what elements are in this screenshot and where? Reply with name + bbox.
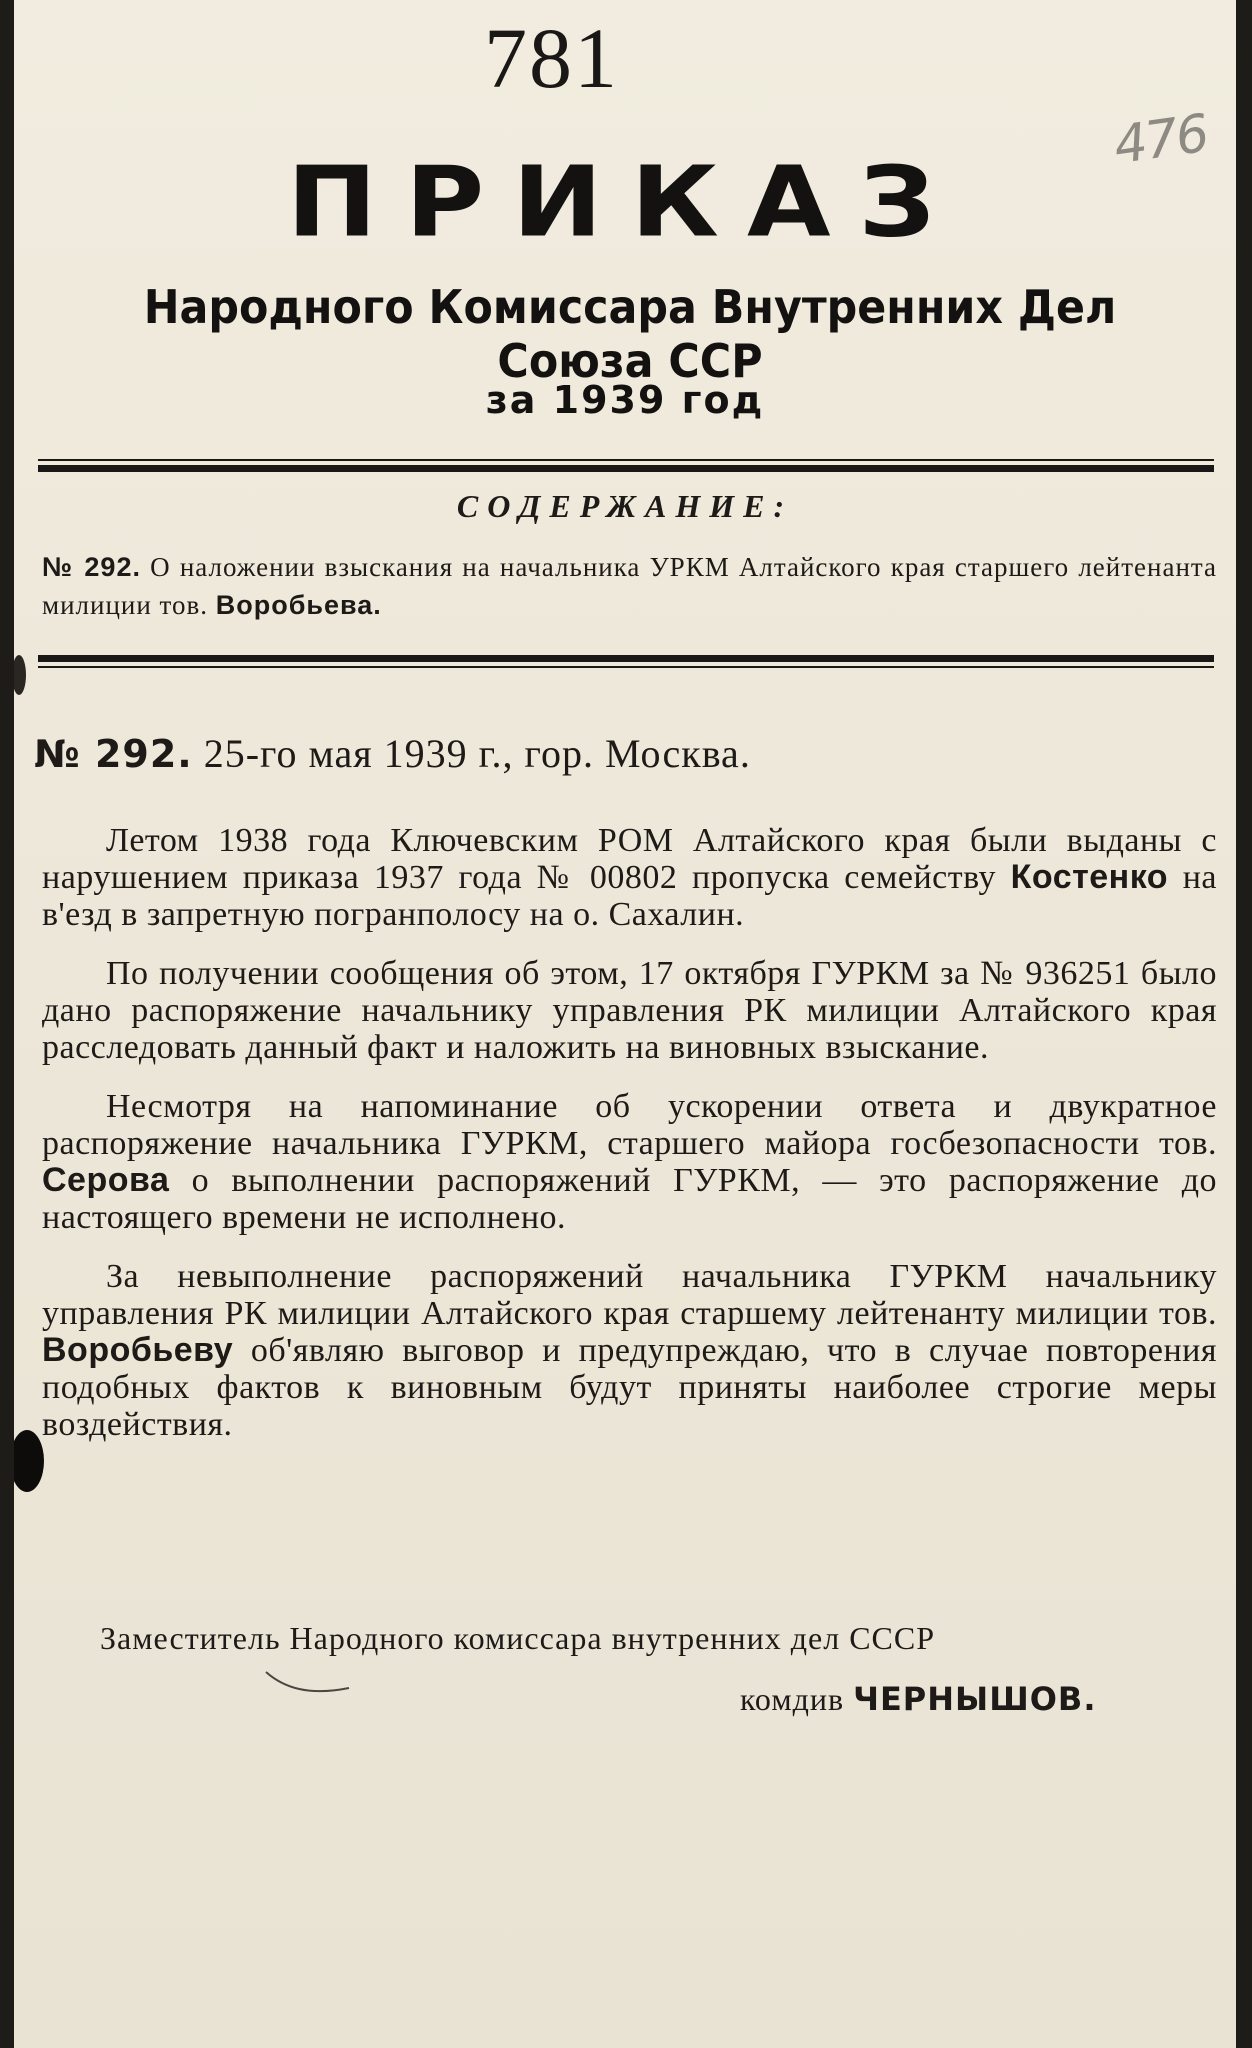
signature-name: ЧЕРНЫШОВ.: [853, 1680, 1097, 1718]
paragraph-1-text-b: на в'езд в запретную погранполосу на о. Сахалин.: [42, 859, 1217, 933]
paragraph-3-name: Серова: [42, 1161, 170, 1199]
order-number: № 292.: [34, 732, 193, 776]
document-year: за 1939 год: [485, 378, 765, 422]
divider-bottom-thick: [38, 655, 1214, 662]
paragraph-3-text-a: Несмотря на напоминание об ускорении ответа и двукратное распоряжение начальника ГУРКМ, старшего майора госбезопасности тов.: [42, 1088, 1217, 1162]
contents-item-text: О наложении взыскания на начальника УРКМ Алтайского края старшего лейтенанта милиции тов.: [42, 552, 1218, 620]
divider-top-thin: [38, 459, 1214, 461]
paragraph-1: [42, 822, 1217, 933]
paragraph-4-name: Воробьеву: [42, 1331, 234, 1369]
divider-bottom-thin: [38, 666, 1214, 668]
signature-title: Заместитель Народного комиссара внутренних дел СССР: [100, 1620, 936, 1656]
paragraph-4: [42, 1258, 1217, 1443]
signature-rank: комдив: [740, 1681, 845, 1717]
divider-top-thick: [38, 465, 1214, 472]
order-body: [42, 822, 1217, 1465]
order-date-place: 25-го мая 1939 г., гор. Москва.: [203, 731, 751, 776]
order-header: [34, 730, 751, 777]
binding-hole: [14, 1430, 44, 1492]
paragraph-3: [42, 1088, 1217, 1236]
contents-item-number: № 292.: [42, 552, 141, 582]
document-page: [14, 0, 1236, 2048]
archive-handwritten-mark: 476: [1110, 103, 1211, 177]
document-subtitle: Народного Комиссара Внутренних Дел Союза ССР: [143, 280, 1117, 388]
paragraph-2: По получении сообщения об этом, 17 октября ГУРКМ за № 936251 было дано распоряжение начальнику управления РК милиции Алтайского края расследовать данный факт и наложить на виновных взыскание.: [42, 955, 1217, 1066]
paragraph-3-text-b: о выполнении распоряжений ГУРКМ, — это распоряжение до настоящего времени не исполнено.: [42, 1162, 1218, 1236]
handwritten-stroke: [264, 1668, 354, 1698]
signature-block: [740, 1680, 1096, 1718]
document-title: ПРИКАЗ: [286, 146, 964, 259]
paragraph-4-text-b: об'являю выговор и предупреждаю, что в случае повторения подобных фактов к виновным будут приняты наиболее строгие меры воздействия.: [42, 1332, 1217, 1443]
paragraph-1-name: Костенко: [1010, 858, 1169, 896]
paragraph-1-text-a: Летом 1938 года Ключевским РОМ Алтайского края были выданы с нарушением приказа 1937 года № 00802 пропуска семейству: [42, 822, 1217, 896]
binding-mark: [14, 655, 26, 695]
paragraph-4-text-a: За невыполнение распоряжений начальника ГУРКМ начальнику управления РК милиции Алтайского края старшему лейтенанту милиции тов.: [42, 1258, 1217, 1332]
contents-item: [42, 548, 1217, 624]
contents-item-name: Воробьева.: [215, 590, 382, 620]
contents-heading: СОДЕРЖАНИЕ:: [456, 488, 794, 524]
page-number: 781: [484, 10, 619, 106]
